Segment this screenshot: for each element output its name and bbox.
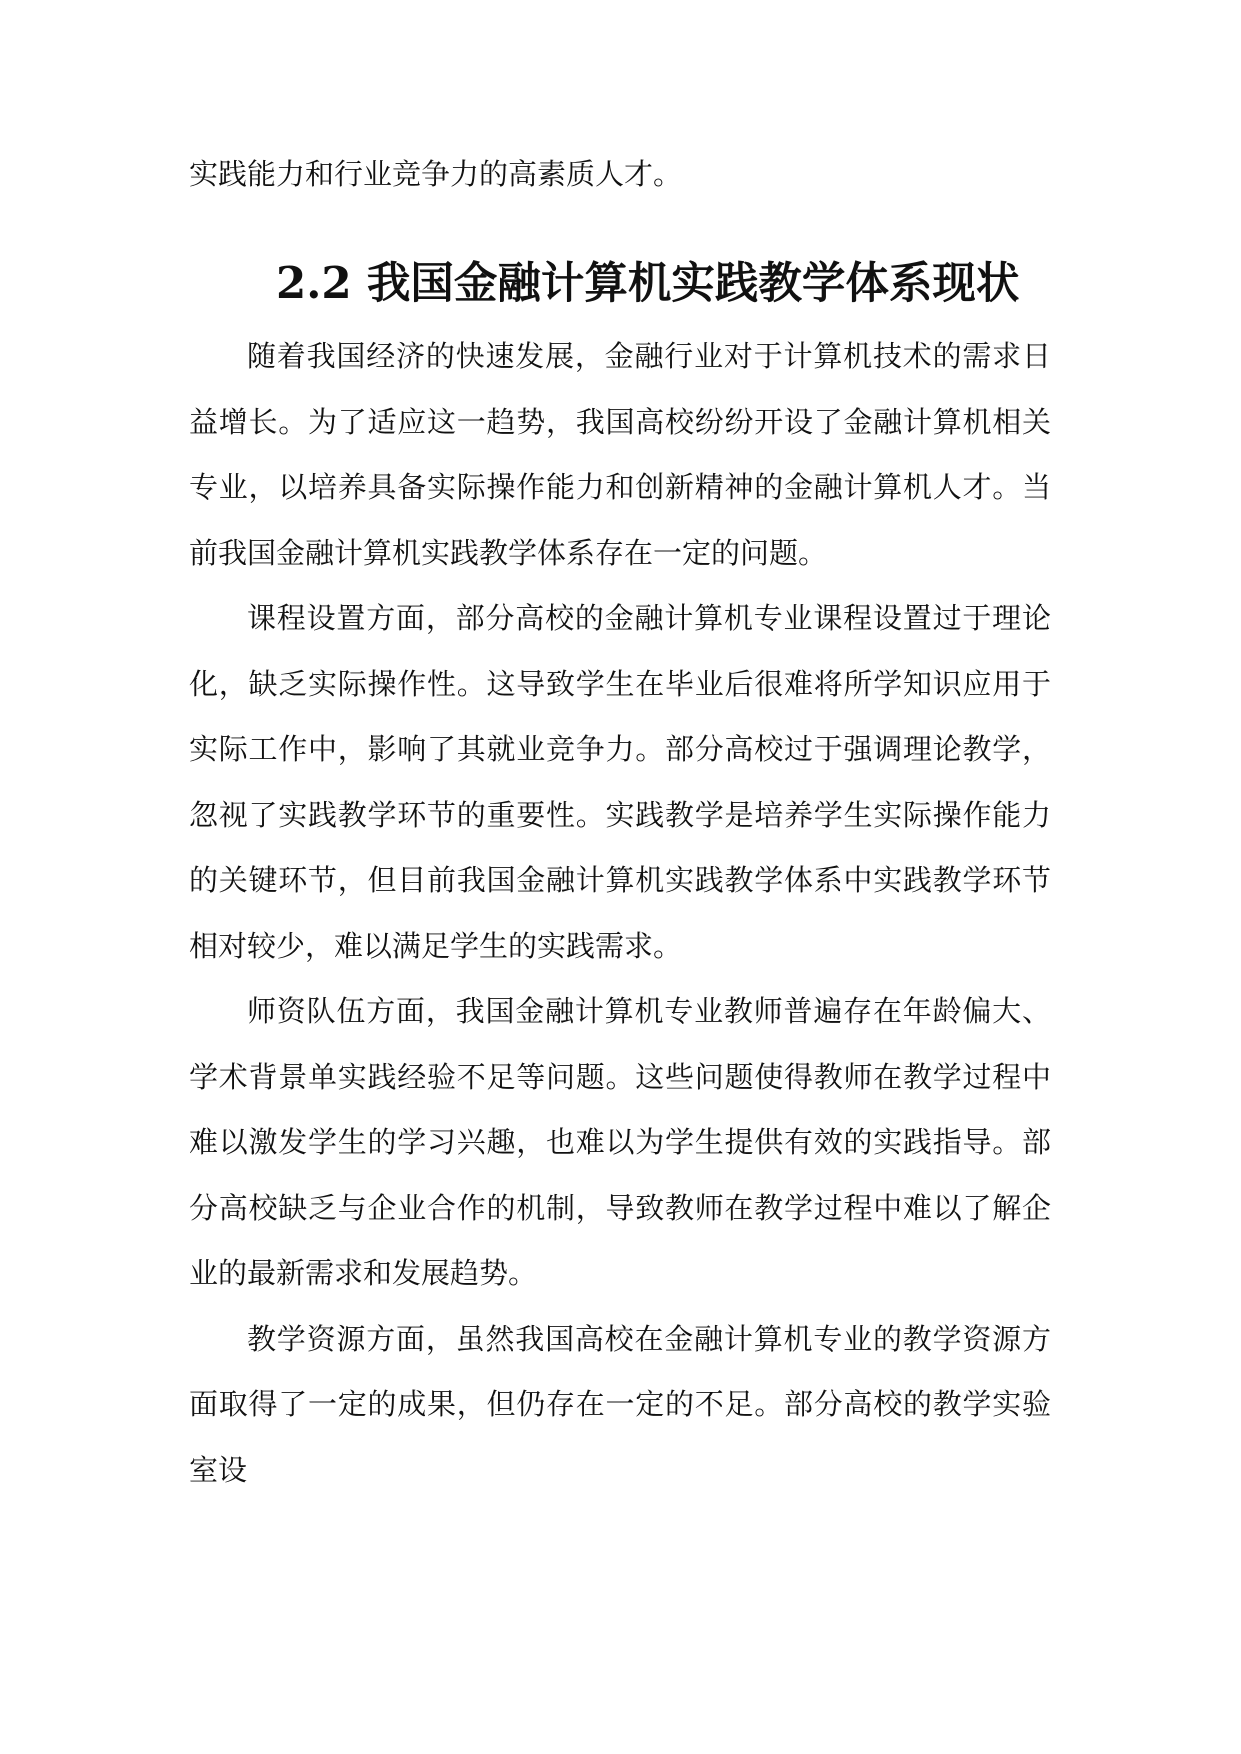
section-heading: 2.2 我国金融计算机实践教学体系现状	[276, 257, 1020, 309]
body-text	[189, 142, 1051, 1503]
paragraph-teaching-resources: 教学资源方面，虽然我国高校在金融计算机专业的教学资源方面取得了一定的成果，但仍存在一定的不足。部分高校的教学实验室设	[189, 1321, 1051, 1487]
paragraph-curriculum: 课程设置方面，部分高校的金融计算机专业课程设置过于理论化，缺乏实际操作性。这导致学生在毕业后很难将所学知识应用于实际工作中，影响了其就业竞争力。部分高校过于强调理论教学，忽视了实践教学环节的重要性。实践教学是培养学生实际操作能力的关键环节，但目前我国金融计算机实践教学体系中实践教学环节相对较少，难以满足学生的实践需求。	[189, 601, 1051, 963]
paragraph-faculty: 师资队伍方面，我国金融计算机专业教师普遍存在年龄偏大、学术背景单实践经验不足等问题。这些问题使得教师在教学过程中难以激发学生的学习兴趣，也难以为学生提供有效的实践指导。部分高校缺乏与企业合作的机制，导致教师在教学过程中难以了解企业的最新需求和发展趋势。	[189, 994, 1051, 1290]
continuation-paragraph: 实践能力和行业竞争力的高素质人才。	[189, 157, 683, 191]
paragraph-economic-development: 随着我国经济的快速发展，金融行业对于计算机技术的需求日益增长。为了适应这一趋势，我国高校纷纷开设了金融计算机相关专业，以培养具备实际操作能力和创新精神的金融计算机人才。当前我国金融计算机实践教学体系存在一定的问题。	[189, 339, 1051, 570]
